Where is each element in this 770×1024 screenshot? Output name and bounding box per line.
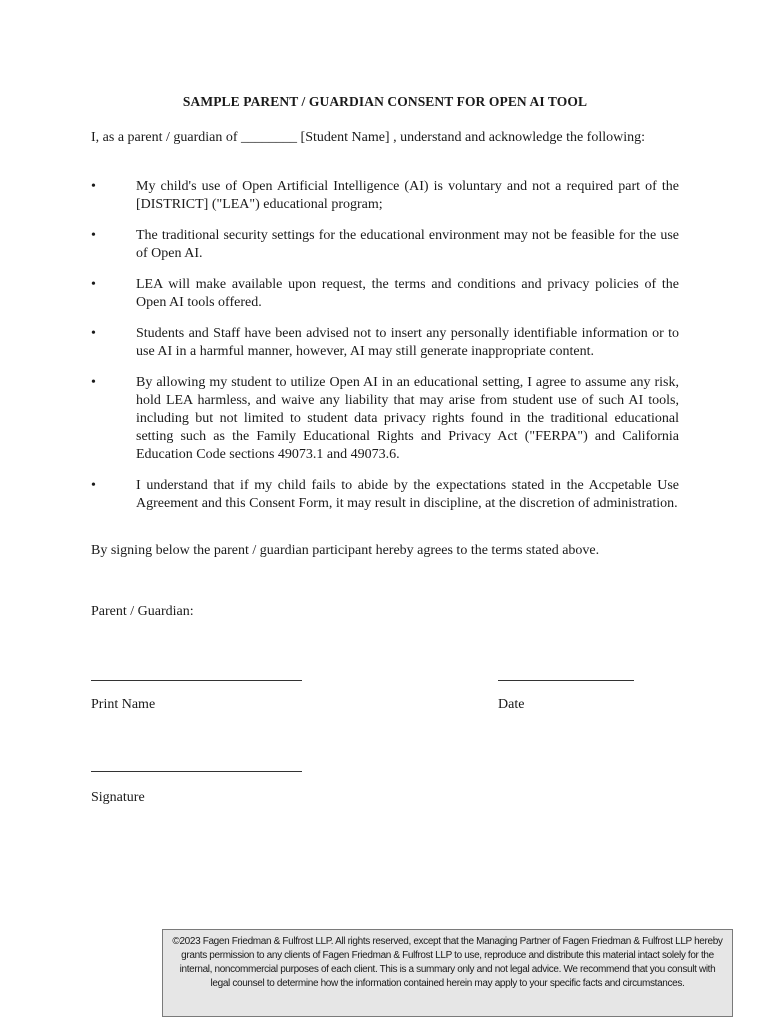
list-item (91, 227, 679, 263)
list-item-text: The traditional security settings for the educational environment may not be feasible for the use of Open AI. (136, 228, 679, 261)
list-item-text: Students and Staff have been advised not to insert any personally identifiable information or to use AI in a harmful manner, however, AI may still generate inappropriate content. (136, 326, 679, 360)
copyright-notice: ©2023 Fagen Friedman & Fulfrost LLP. All rights reserved, except that the Managing Partner of Fagen Friedman & Fulfrost LLP hereby grants permission to any clients of Fagen Friedman & Fulfrost LLP to use, reproduce and distribute this material intact solely for the internal, noncommercial purposes of each client. This is a summary only and not legal advice. We recommend that you consult with legal counsel to determine how the information contained herein may apply to your specific facts and circumstances. (162, 929, 733, 1017)
parent-guardian-heading: Parent / Guardian: (91, 604, 194, 619)
list-item (91, 276, 679, 312)
date-label: Date (498, 697, 525, 712)
bullet-icon: • (91, 326, 96, 342)
bullet-icon: • (91, 477, 96, 493)
print-name-label: Print Name (91, 697, 156, 712)
list-item-text: I understand that if my child fails to abide by the expectations stated in the Accpetable Use Agreement and this Consent Form, it may result in discipline, at the discretion of administration. (136, 477, 679, 511)
bullet-icon: • (91, 228, 96, 244)
bullet-icon: • (91, 179, 96, 194)
date-line[interactable] (498, 680, 634, 681)
bullet-icon: • (91, 375, 96, 391)
agreement-statement: By signing below the parent / guardian participant hereby agrees to the terms stated above. (91, 543, 600, 558)
list-item-text: My child's use of Open Artificial Intelligence (AI) is voluntary and not a required part of the [DISTRICT] ("LEA") educational program; (136, 179, 679, 212)
list-item-text: By allowing my student to utilize Open AI in an educational setting, I agree to assume any risk, hold LEA harmless, and waive any liability that may arise from student use of such AI tools, including but not limited to student data privacy rights found in the traditional educational setting such as the Family Educational Rights and Privacy Act ("FERPA") and California Education Code sections 49073.1 and 49073.6. (136, 375, 679, 462)
document-title: SAMPLE PARENT / GUARDIAN CONSENT FOR OPEN AI TOOL (182, 94, 588, 109)
list-item (91, 178, 679, 214)
list-item (91, 477, 679, 513)
signature-line[interactable] (91, 771, 302, 772)
print-name-line[interactable] (91, 680, 302, 681)
list-item (91, 374, 679, 463)
bullet-icon: • (91, 277, 96, 293)
list-item (91, 325, 679, 361)
signature-label: Signature (91, 790, 145, 805)
list-item-text: LEA will make available upon request, the terms and conditions and privacy policies of the Open AI tools offered. (136, 277, 679, 310)
intro-paragraph: I, as a parent / guardian of ________ [Student Name] , understand and acknowledge the following: (91, 130, 646, 145)
acknowledgement-list (91, 178, 679, 526)
